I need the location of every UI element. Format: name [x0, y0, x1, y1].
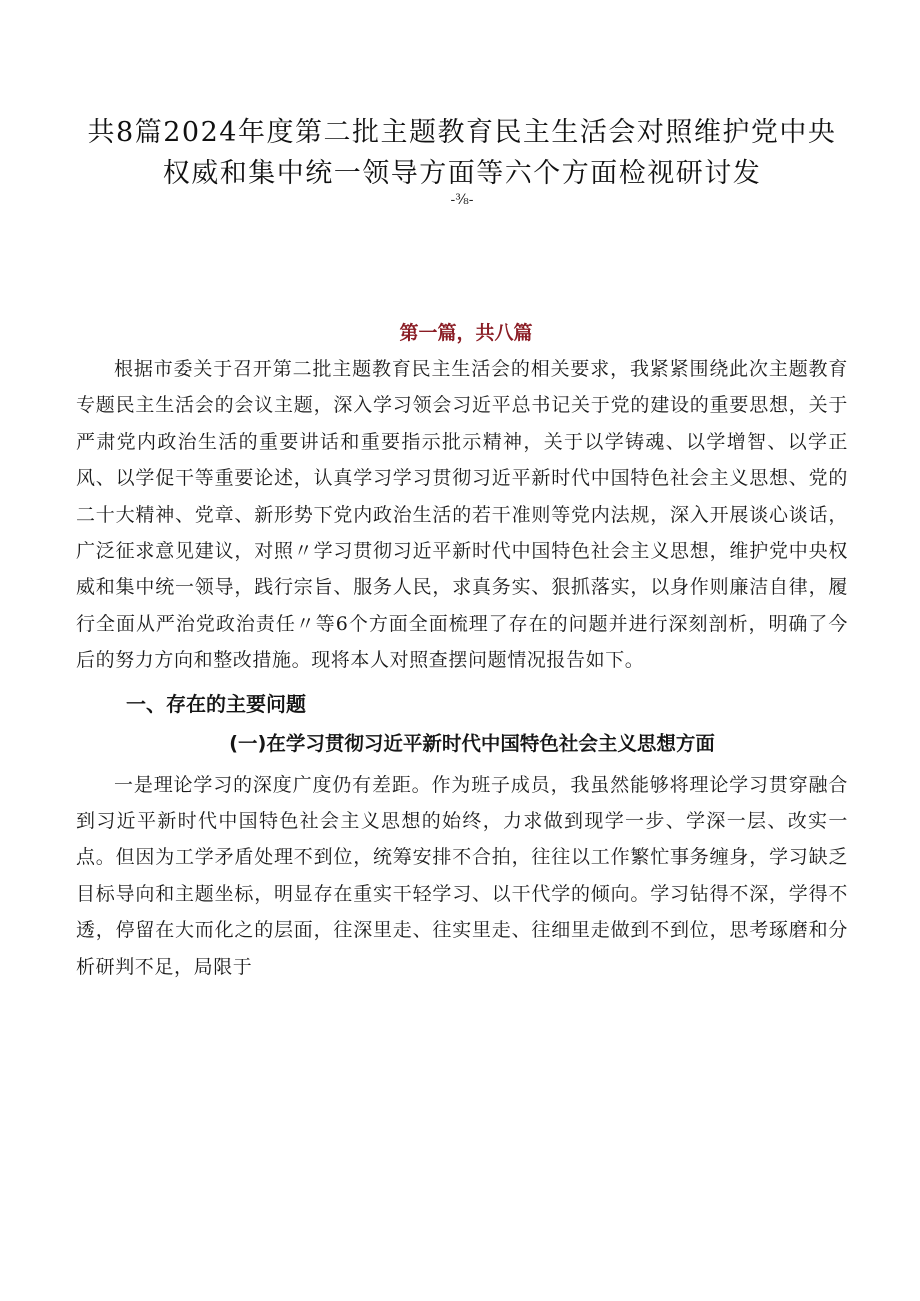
body-paragraph-problem-1: 一是理论学习的深度广度仍有差距。作为班子成员，我虽然能够将理论学习贯穿融合到习近平新时代中国特色社会主义思想的始终，力求做到现学一步、学深一层、改实一点。但因为工学矛盾处理不到位，统筹安排不合拍，往往以工作繁忙事务缠身，学习缺乏目标导向和主题坐标，明显存在重实干轻学习、以干代学的倾向。学习钻得不深，学得不透，停留在大而化之的层面，往深里走、往实里走、往细里走做到不到位，思考琢磨和分析研判不足，局限于: [76, 773, 848, 978]
chapter-label: 第一篇，共八篇: [399, 322, 533, 344]
title-tail-mark: -⅜-: [450, 192, 474, 208]
document-title: 共8篇2024年度第二批主题教育民主生活会对照维护党中央权威和集中统一领导方面等六个方面检视研讨发: [87, 117, 837, 189]
body-paragraph-intro: 根据市委关于召开第二批主题教育民主生活会的相关要求，我紧紧围绕此次主题教育专题民主生活会的会议主题，深入学习领会习近平总书记关于党的建设的重要思想，关于严肃党内政治生活的重要讲话和重要指示批示精神，关于以学铸魂、以学增智、以学正风、以学促干等重要论述，认真学习学习贯彻习近平新时代中国特色社会主义思想、党的二十大精神、党章、新形势下党内政治生活的若干准则等党内法规，深入开展谈心谈话，广泛征求意见建议，对照〃学习贯彻习近平新时代中国特色社会主义思想，维护党中央权威和集中统一领导，践行宗旨、服务人民，求真务实、狠抓落实，以身作则廉洁自律，履行全面从严治党政治责任〃等6个方面全面梳理了存在的问题并进行深刻剖析，明确了今后的努力方向和整改措施。现将本人对照查摆问题情况报告如下。: [76, 358, 848, 672]
subsection-heading: (一)在学习贯彻习近平新时代中国特色社会主义思想方面: [229, 731, 715, 755]
section-heading: 一、存在的主要问题: [126, 691, 306, 716]
